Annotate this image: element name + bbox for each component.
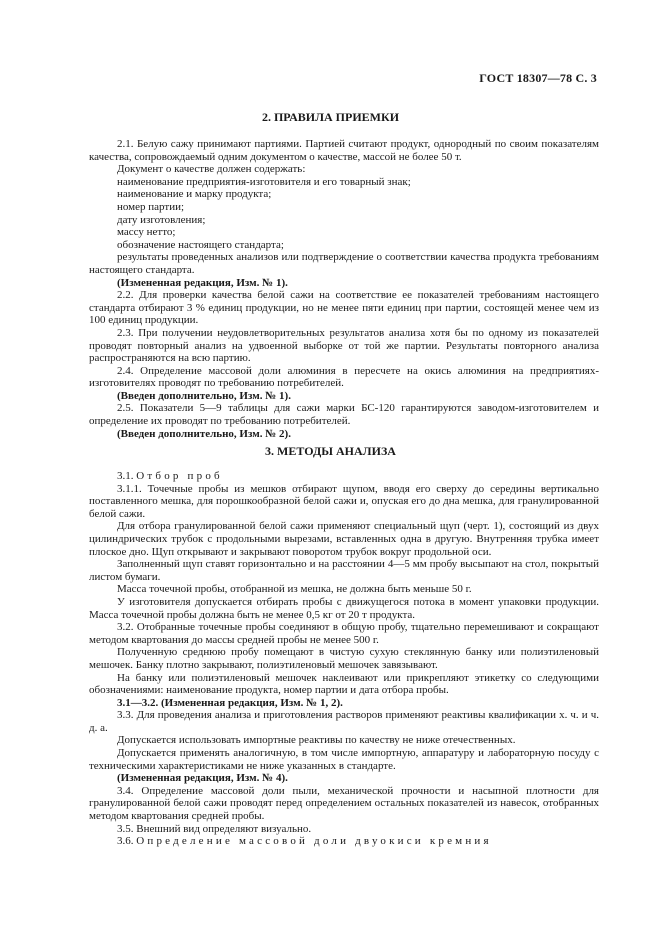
paragraph: 3.1.1. Точечные пробы из мешков отбирают щупом, вводя его сверху до середины вертикально поставленного мешка, для порошкообразной белой сажи и, опуская его до дна мешка, для гранулированной белой сажи. <box>89 482 599 520</box>
list-item: наименование и марку продукта; <box>117 188 272 201</box>
section-3-title: 3. МЕТОДЫ АНАЛИЗА <box>265 444 396 458</box>
clause-number: 3.6. <box>117 835 134 848</box>
section-2-title: 2. ПРАВИЛА ПРИЕМКИ <box>261 110 400 124</box>
amendment-note: (Введен дополнительно, Изм. № 2). <box>117 427 291 440</box>
paragraph: У изготовителя допускается отбирать пробы с движущегося потока в момент упаковки продукции. Масса точечной пробы должна быть не менее 0,5 кг от 20 т продукта. <box>89 595 599 621</box>
paragraph: 2.1. Белую сажу принимают партиями. Партией считают продукт, однородный по своим показателям качества, сопровождаемый одним документом о качестве, массой не более 50 т. <box>89 138 599 163</box>
paragraph: Масса точечной пробы, отобранной из мешка, не должна быть меньше 50 г. <box>117 583 472 596</box>
paragraph: 2.4. Определение массовой доли алюминия в пересчете на окись алюминия на предприятиях-изготовителях проводят по требованию потребителей. <box>89 364 599 390</box>
paragraph: 2.3. При получении неудовлетворительных результатов анализа хотя бы по одному из показателей проводят повторный анализ на удвоенной выборке от той же партии. Результаты повторного анализа распространяются на всю партию. <box>89 326 599 365</box>
paragraph: Документ о качестве должен содержать: <box>117 163 306 176</box>
paragraph: Допускается применять аналогичную, в том числе импортную, аппаратуру и лабораторную посуду с техническими характеристиками не ниже указанных в стандарте. <box>89 747 599 772</box>
amendment-note: (Измененная редакция, Изм. № 4). <box>117 772 288 785</box>
list-item: номер партии; <box>117 200 185 213</box>
paragraph: 3.4. Определение массовой доли пыли, механической прочности и насыпной плотности для гранулированной белой сажи проводят перед определением остальных показателей из навесок, отобранных методом квартования средней пробы. <box>89 784 599 823</box>
paragraph: 3.2. Отобранные точечные пробы соединяют в общую пробу, тщательно перемешивают и сокращают методом квартования до массы средней пробы не менее 500 г. <box>89 621 599 646</box>
spaced-heading: Определение массовой доли двуокиси кремния <box>136 835 492 848</box>
clause-number: 3.1. <box>117 470 134 482</box>
amendment-note: (Введен дополнительно, Изм. № 1). <box>117 389 291 402</box>
paragraph: 2.2. Для проверки качества белой сажи на соответствие ее показателей требованиям настоящего стандарта отбирают 3 % единиц продукции, но не менее пяти единиц при партии, состоящей менее чем из 100 единиц продукции. <box>89 289 599 327</box>
list-item: дату изготовления; <box>117 213 206 226</box>
paragraph: 2.5. Показатели 5—9 таблицы для сажи марки БС-120 гарантируются заводом-изготовителем и определение их проводят по требованию потребителей. <box>89 402 599 428</box>
page-header: ГОСТ 18307—78 С. 3 <box>479 71 597 85</box>
subsection-heading <box>89 470 599 483</box>
paragraph: Для отбора гранулированной белой сажи применяют специальный щуп (черт. 1), состоящий из двух цилиндрических трубок с продольными вырезами, вставленных одна в другую. Внутренняя трубка имеет плоское дно. Щуп открывают и закрывают поворотом трубок вокруг продольной оси. <box>89 520 599 558</box>
paragraph: Заполненный щуп ставят горизонтально и на расстоянии 4—5 мм пробу высыпают на стол, покрытый листом бумаги. <box>89 558 599 583</box>
paragraph: Допускается использовать импортные реактивы по качеству не ниже отечественных. <box>117 734 516 747</box>
section-3-body <box>89 470 599 848</box>
list-item: наименование предприятия-изготовителя и его товарный знак; <box>117 175 411 188</box>
amendment-note: (Измененная редакция, Изм. № 1). <box>117 276 288 289</box>
amendment-note: 3.1—3.2. (Измененная редакция, Изм. № 1, 2). <box>117 696 343 709</box>
list-item: обозначение настоящего стандарта; <box>117 238 284 251</box>
list-item: массу нетто; <box>117 226 176 239</box>
list-item: результаты проведенных анализов или подтверждение о соответствии качества продукта требованиям настоящего стандарта. <box>89 251 599 276</box>
paragraph: На банку или полиэтиленовый мешочек наклеивают или прикрепляют этикетку со следующими обозначениями: наименование продукта, номер партии и дата отбора пробы. <box>89 671 599 697</box>
spaced-heading: Отбор проб <box>136 470 223 482</box>
subsection-heading <box>89 835 599 848</box>
paragraph: Полученную среднюю пробу помещают в чистую сухую стеклянную банку или полиэтиленовый мешочек. Банку плотно закрывают, полиэтиленовый мешочек завязывают. <box>89 646 599 671</box>
section-2-body <box>89 138 599 440</box>
paragraph: 3.5. Внешний вид определяют визуально. <box>117 822 312 835</box>
paragraph: 3.3. Для проведения анализа и приготовления растворов применяют реактивы квалификации х. ч. и ч. д. а. <box>89 709 599 734</box>
